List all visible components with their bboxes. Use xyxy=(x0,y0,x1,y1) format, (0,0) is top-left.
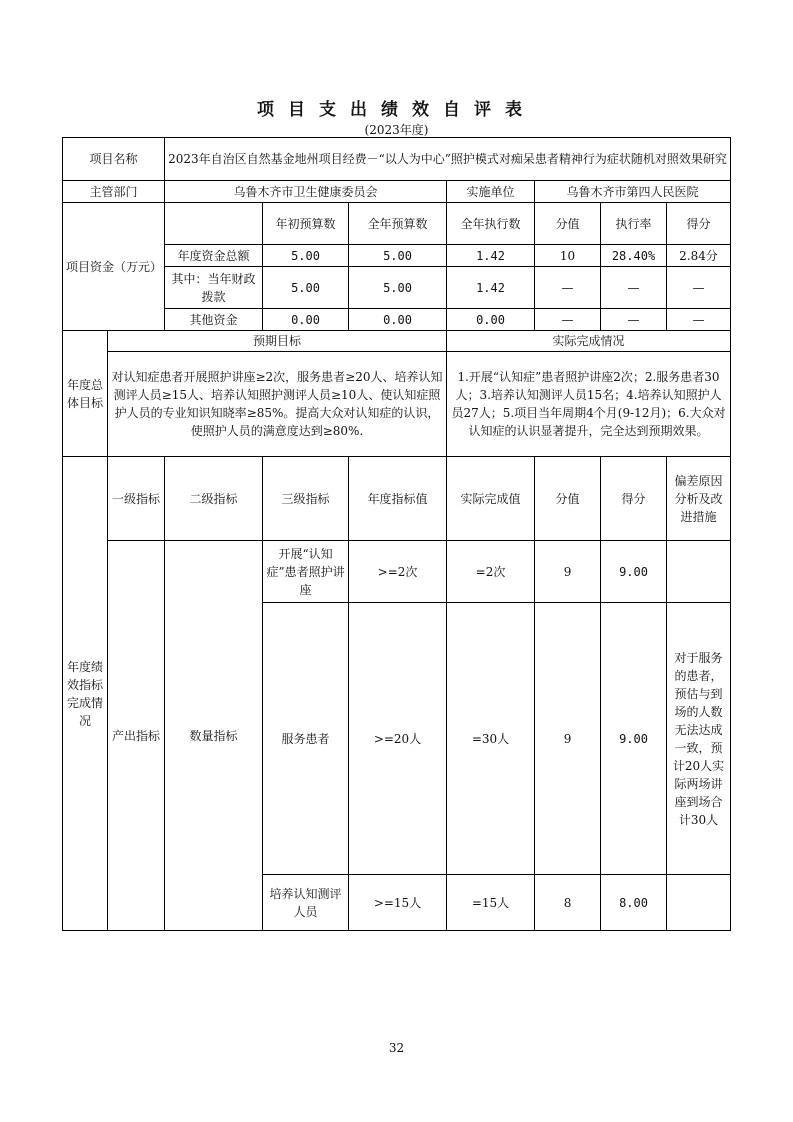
ind-row-score-max: 9 xyxy=(535,541,601,603)
goals-label: 年度总体目标 xyxy=(63,331,108,457)
evaluation-table xyxy=(62,137,731,931)
project-name-value: 2023年自治区自然基金地州项目经费－“以人为中心”照护模式对痴呆患者精神行为症状随机对照效果研究 xyxy=(165,138,731,181)
ind-row-target: >=20人 xyxy=(349,603,447,875)
ind-row-name: 服务患者 xyxy=(263,603,349,875)
ind-row-note: 对于服务的患者，预估与到场的人数无法达成一致，预计20人实际两场讲座到场合计30人 xyxy=(667,603,731,875)
goals-expected-text: 对认知症患者开展照护讲座≥2次，服务患者≥20人、培养认知测评人员≥15人、培养认知照护测评人员≥10人、使认知症照护人员的专业知识知晓率≥85%。提高大众对认知症的认识，使照护人员的满意度达到≥80%. xyxy=(108,352,447,457)
ind-row-note xyxy=(667,875,731,931)
funds-header-initial-budget: 年初预算数 xyxy=(263,203,349,245)
funds-row-name: 其他资金 xyxy=(165,309,263,331)
ind-header-level1: 一级指标 xyxy=(108,457,165,541)
ind-row-actual: =15人 xyxy=(447,875,535,931)
ind-header-score: 得分 xyxy=(601,457,667,541)
dept-label: 主管部门 xyxy=(63,181,165,203)
funds-header-score-max: 分值 xyxy=(535,203,601,245)
ind-row-score: 9.00 xyxy=(601,541,667,603)
ind-row-score-max: 9 xyxy=(535,603,601,875)
indicator-row xyxy=(63,541,731,603)
ind-row-name: 开展“认知症”患者照护讲座 xyxy=(263,541,349,603)
ind-level2-value: 数量指标 xyxy=(165,541,263,931)
unit-label: 实施单位 xyxy=(447,181,535,203)
ind-header-actual: 实际完成值 xyxy=(447,457,535,541)
funds-row-name: 年度资金总额 xyxy=(165,245,263,267)
ind-row-score: 9.00 xyxy=(601,603,667,875)
ind-row-score: 8.00 xyxy=(601,875,667,931)
ind-row-note xyxy=(667,541,731,603)
funds-cell: 5.00 xyxy=(349,267,447,309)
goals-actual-text: 1.开展“认知症”患者照护讲座2次；2.服务患者30人；3.培养认知测评人员15名；4.培养认知照护人员27人；5.项目当年周期4个月(9-12月)；6.大众对认知症的认识显著提升，完全达到预期效果。 xyxy=(447,352,731,457)
indicators-section-label: 年度绩效指标完成情况 xyxy=(63,457,108,931)
funds-cell: 28.40% xyxy=(601,245,667,267)
funds-header-score: 得分 xyxy=(667,203,731,245)
funds-cell: — xyxy=(535,309,601,331)
funds-cell: 5.00 xyxy=(263,245,349,267)
project-name-label: 项目名称 xyxy=(63,138,165,181)
ind-row-target: >=15人 xyxy=(349,875,447,931)
ind-header-score-max: 分值 xyxy=(535,457,601,541)
funds-cell: 5.00 xyxy=(349,245,447,267)
funds-label: 项目资金（万元） xyxy=(63,203,165,331)
funds-cell: — xyxy=(667,309,731,331)
goals-expected-header: 预期目标 xyxy=(108,331,447,352)
unit-value: 乌鲁木齐市第四人民医院 xyxy=(535,181,731,203)
report-year: (2023年度) xyxy=(364,123,429,137)
funds-header-executed: 全年执行数 xyxy=(447,203,535,245)
funds-cell: — xyxy=(601,309,667,331)
ind-row-actual: =30人 xyxy=(447,603,535,875)
funds-cell: 5.00 xyxy=(263,267,349,309)
goals-actual-header: 实际完成情况 xyxy=(447,331,731,352)
ind-row-actual: =2次 xyxy=(447,541,535,603)
funds-cell: — xyxy=(667,267,731,309)
funds-header-blank xyxy=(165,203,263,245)
page-title: 项目支出绩效自评表 xyxy=(257,100,536,120)
funds-cell: — xyxy=(601,267,667,309)
funds-cell: — xyxy=(535,267,601,309)
funds-row-name: 其中：当年财政拨款 xyxy=(165,267,263,309)
ind-header-target: 年度指标值 xyxy=(349,457,447,541)
funds-header-annual-budget: 全年预算数 xyxy=(349,203,447,245)
ind-header-deviation: 偏差原因分析及改进措施 xyxy=(667,457,731,541)
ind-row-target: >=2次 xyxy=(349,541,447,603)
ind-header-level2: 二级指标 xyxy=(165,457,263,541)
funds-cell: 2.84分 xyxy=(667,245,731,267)
funds-cell: 1.42 xyxy=(447,267,535,309)
ind-header-level3: 三级指标 xyxy=(263,457,349,541)
funds-header-exec-rate: 执行率 xyxy=(601,203,667,245)
funds-cell: 10 xyxy=(535,245,601,267)
funds-cell: 0.00 xyxy=(263,309,349,331)
funds-cell: 1.42 xyxy=(447,245,535,267)
page-number: 32 xyxy=(388,1041,405,1055)
ind-row-score-max: 8 xyxy=(535,875,601,931)
dept-value: 乌鲁木齐市卫生健康委员会 xyxy=(165,181,447,203)
funds-cell: 0.00 xyxy=(447,309,535,331)
ind-level1-value: 产出指标 xyxy=(108,541,165,931)
ind-row-name: 培养认知测评人员 xyxy=(263,875,349,931)
funds-cell: 0.00 xyxy=(349,309,447,331)
